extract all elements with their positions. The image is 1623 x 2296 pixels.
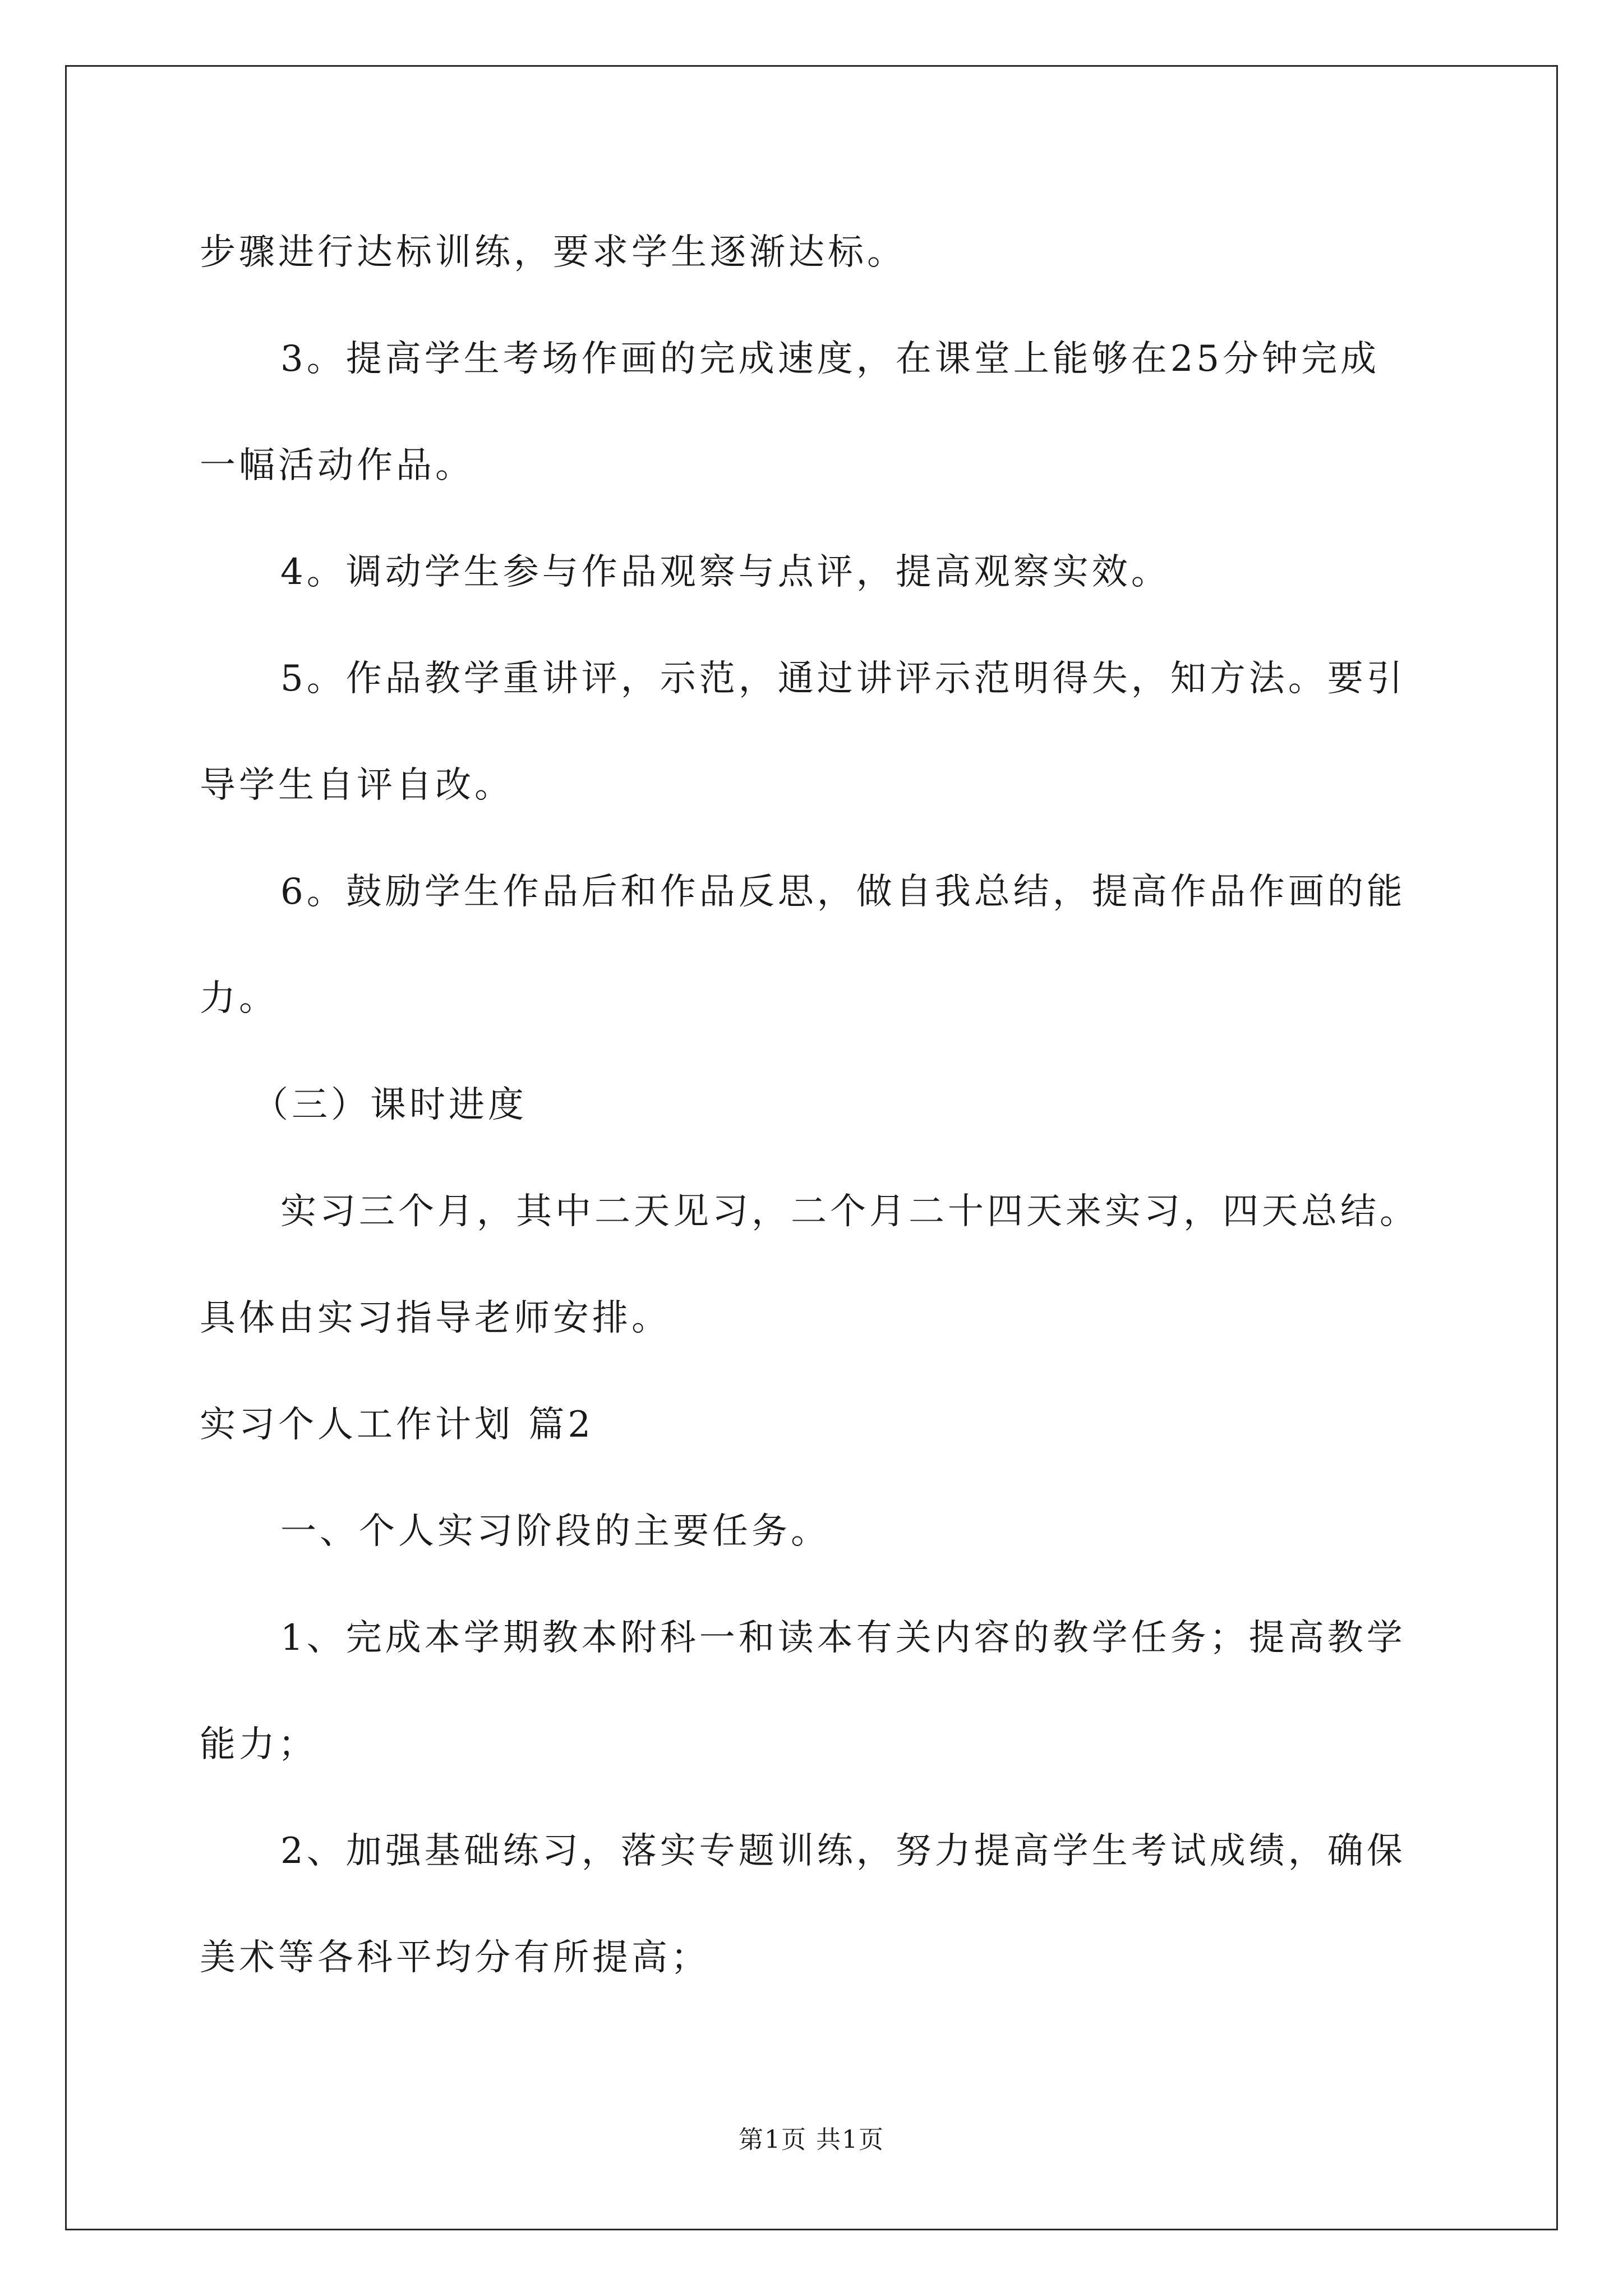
text-line: 能力； xyxy=(200,1724,317,1765)
text-line: 1、完成本学期教本附科一和读本有关内容的教学任务；提高教学 xyxy=(280,1617,1406,1659)
text-line: 2、加强基础练习，落实专题训练，努力提高学生考试成绩，确保 xyxy=(280,1830,1406,1872)
text-line: 5。作品教学重讲评，示范，通过讲评示范明得失，知方法。要引 xyxy=(280,658,1406,700)
page-border xyxy=(65,65,1558,2230)
section-heading: （三）课时进度 xyxy=(252,1084,527,1126)
text-line: 实习三个月，其中二天见习，二个月二十四天来实习，四天总结。 xyxy=(280,1191,1419,1232)
section-heading: 一、个人实习阶段的主要任务。 xyxy=(280,1511,830,1552)
text-line: 3。提高学生考场作画的完成速度，在课堂上能够在25分钟完成 xyxy=(280,338,1380,380)
text-line: 具体由实习指导老师安排。 xyxy=(200,1297,671,1339)
text-line: 4。调动学生参与作品观察与点评，提高观察实效。 xyxy=(280,551,1170,593)
text-line: 步骤进行达标训练，要求学生逐渐达标。 xyxy=(200,232,906,273)
article-title: 实习个人工作计划 篇2 xyxy=(200,1404,594,1446)
text-line: 一幅活动作品。 xyxy=(200,445,474,486)
page-footer: 第1页 共1页 xyxy=(739,2125,884,2154)
text-line: 力。 xyxy=(200,978,278,1019)
text-line: 美术等各科平均分有所提高； xyxy=(200,1937,710,1978)
text-line: 6。鼓励学生作品后和作品反思，做自我总结，提高作品作画的能 xyxy=(280,871,1406,913)
text-line: 导学生自评自改。 xyxy=(200,765,514,806)
